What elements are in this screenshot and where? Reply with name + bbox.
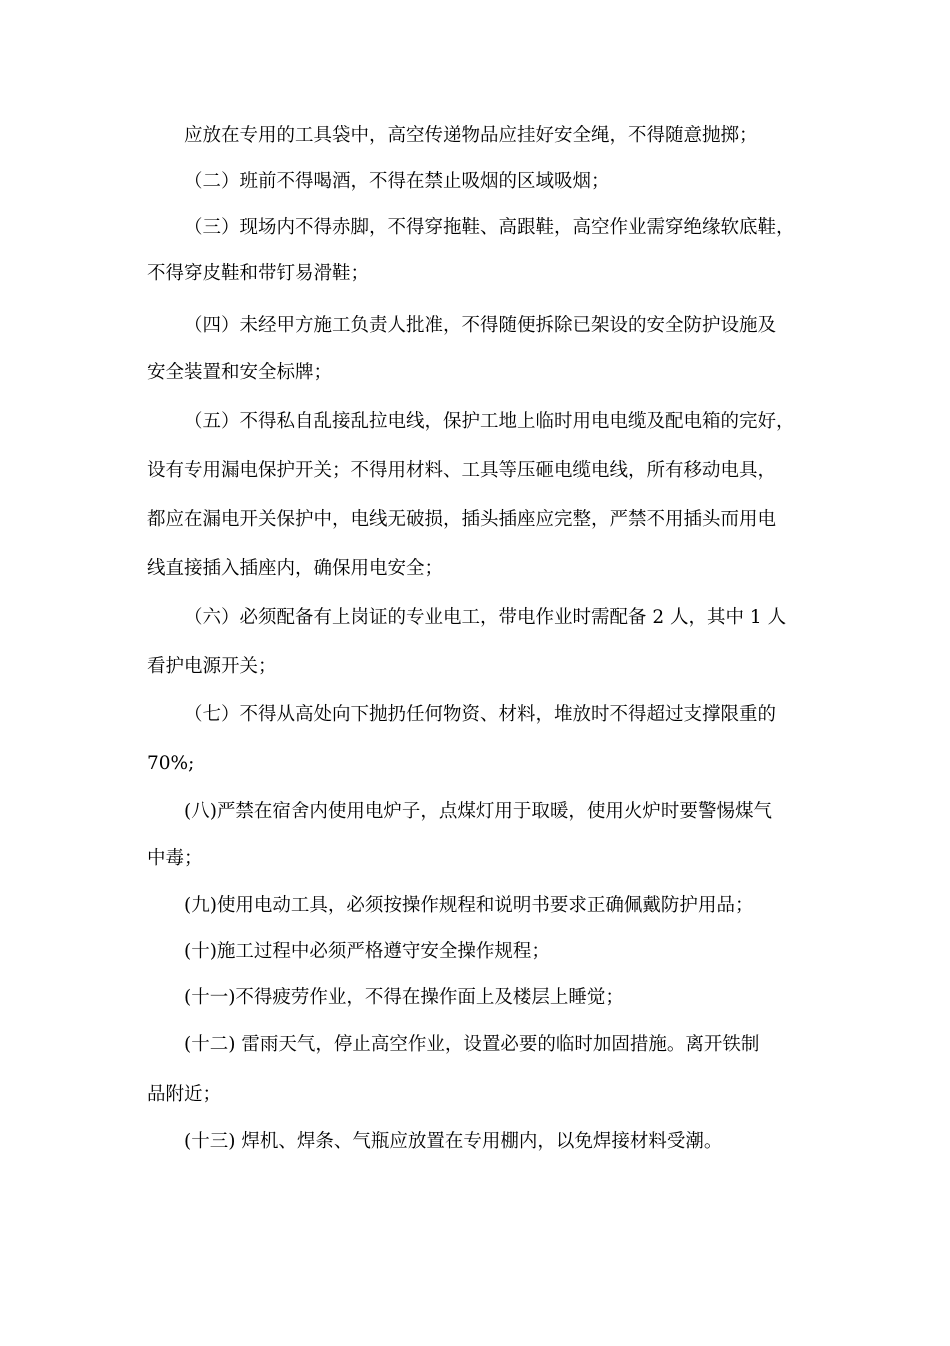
text-line: 设有专用漏电保护开关；不得用材料、工具等压砸电缆电线，所有移动电具， <box>147 460 777 481</box>
text-line: 看护电源开关； <box>147 656 277 677</box>
text-line: （四）未经甲方施工负责人批准，不得随便拆除已架设的安全防护设施及 <box>184 315 777 336</box>
text-line: 中毒； <box>147 848 203 869</box>
text-line: (八)严禁在宿舍内使用电炉子，点煤灯用于取暖，使用火炉时要警惕煤气 <box>184 801 772 822</box>
text-line: (十)施工过程中必须严格遵守安全操作规程； <box>184 941 550 962</box>
text-line: 线直接插入插座内，确保用电安全； <box>147 558 444 579</box>
text-line: （七）不得从高处向下抛扔任何物资、材料，堆放时不得超过支撑限重的 <box>184 704 777 725</box>
text-line: (九)使用电动工具，必须按操作规程和说明书要求正确佩戴防护用品； <box>184 895 754 916</box>
text-line: (十一)不得疲劳作业，不得在操作面上及楼层上睡觉； <box>184 987 624 1008</box>
text-line: （六）必须配备有上岗证的专业电工，带电作业时需配备 2 人，其中 1 人 <box>184 607 787 628</box>
text-line: 品附近； <box>147 1084 222 1105</box>
text-line: （三）现场内不得赤脚，不得穿拖鞋、高跟鞋，高空作业需穿绝缘软底鞋， <box>184 217 795 238</box>
text-line: 应放在专用的工具袋中，高空传递物品应挂好安全绳，不得随意抛掷； <box>184 125 758 146</box>
text-line: 不得穿皮鞋和带钉易滑鞋； <box>147 263 370 284</box>
text-line: (十三) 焊机、焊条、气瓶应放置在专用棚内，以免焊接材料受潮。 <box>184 1131 723 1152</box>
text-line: （二）班前不得喝酒，不得在禁止吸烟的区域吸烟； <box>184 171 610 192</box>
text-line: 70%; <box>147 753 195 774</box>
text-line: 安全装置和安全标牌； <box>147 362 333 383</box>
text-line: （五）不得私自乱接乱拉电线，保护工地上临时用电电缆及配电箱的完好， <box>184 411 795 432</box>
text-line: (十二) 雷雨天气，停止高空作业，设置必要的临时加固措施。离开铁制 <box>184 1034 760 1055</box>
text-line: 都应在漏电开关保护中，电线无破损，插头插座应完整，严禁不用插头而用电 <box>147 509 777 530</box>
